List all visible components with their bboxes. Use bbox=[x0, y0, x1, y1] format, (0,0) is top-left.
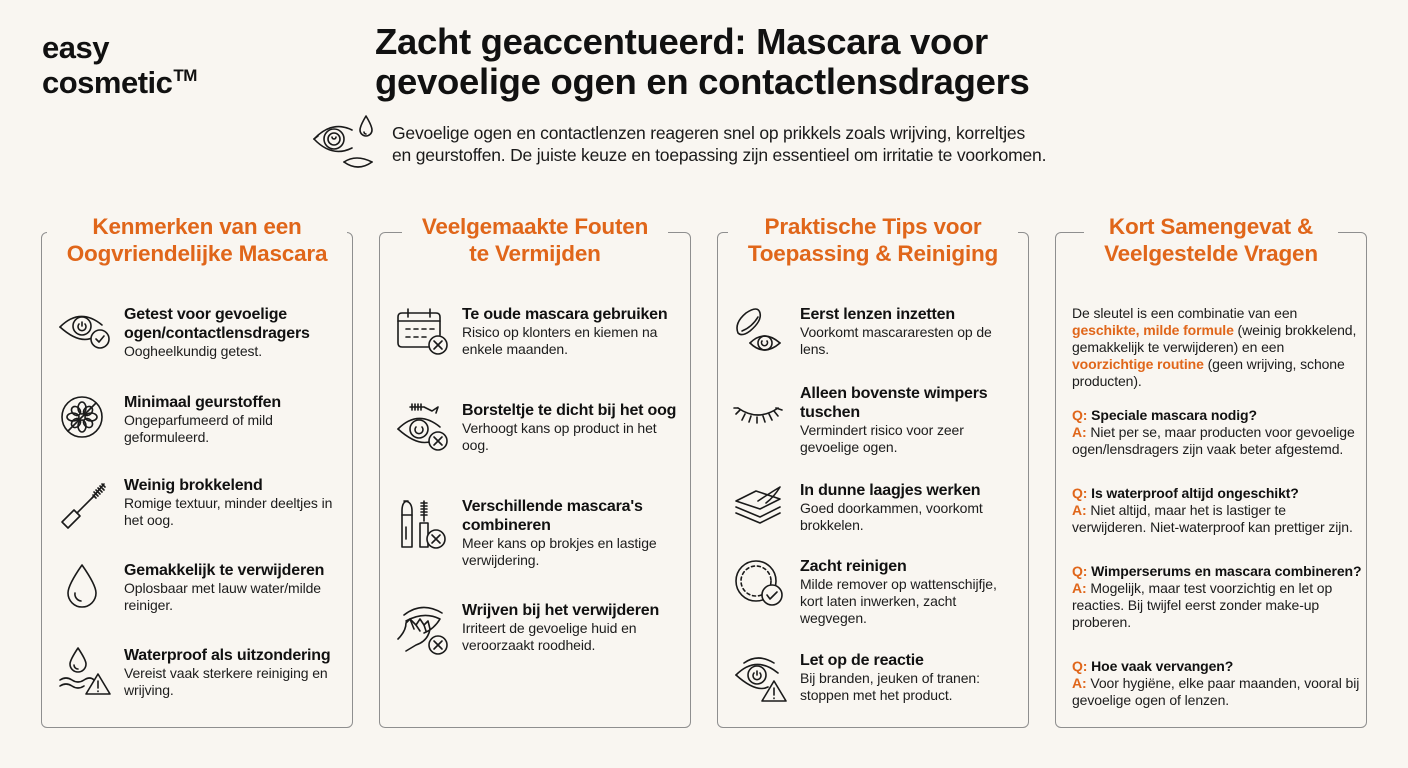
a-label: A: bbox=[1072, 580, 1087, 596]
column-summary-faq bbox=[1055, 214, 1367, 728]
a-label: A: bbox=[1072, 502, 1087, 518]
q-label: Q: bbox=[1072, 485, 1088, 501]
lens-eye-icon bbox=[732, 305, 790, 357]
title-line-1: Zacht geaccentueerd: Mascara voor bbox=[375, 21, 988, 62]
item-title: Weinig brokkelend bbox=[124, 477, 263, 494]
column-heading bbox=[1055, 213, 1367, 267]
faq-item bbox=[1072, 485, 1362, 536]
faq-question: Wimperserums en mascara combineren? bbox=[1091, 563, 1362, 579]
q-label: Q: bbox=[1072, 563, 1088, 579]
item-desc: Goed doorkammen, voorkomt brokkelen. bbox=[800, 500, 983, 533]
heading-line-1: Kenmerken van een bbox=[82, 213, 311, 240]
thin-layers-icon bbox=[732, 481, 790, 529]
faq-item bbox=[1072, 658, 1362, 709]
summary-highlight: geschikte, milde formule bbox=[1072, 322, 1234, 338]
item-title: Te oude mascara gebruiken bbox=[462, 306, 668, 323]
item-desc: Ongeparfumeerd of mild geformuleerd. bbox=[124, 412, 273, 445]
brand-logo bbox=[42, 30, 197, 100]
a-label: A: bbox=[1072, 675, 1087, 691]
calendar-x-icon bbox=[394, 305, 452, 357]
column-heading bbox=[717, 213, 1029, 267]
summary-text bbox=[1072, 305, 1362, 390]
intro-block bbox=[310, 112, 1130, 174]
eye-drop-lens-icon bbox=[310, 112, 380, 174]
item-title: Eerst lenzen inzetten bbox=[800, 306, 955, 323]
summary-part: De sleutel is een combinatie van een bbox=[1072, 305, 1298, 321]
column-heading bbox=[41, 213, 353, 267]
trademark: TM bbox=[173, 66, 197, 85]
item-title: Wrijven bij het verwijderen bbox=[462, 602, 660, 619]
item-title: In dunne laagjes werken bbox=[800, 482, 981, 499]
page-title bbox=[375, 22, 1155, 102]
a-label: A: bbox=[1072, 424, 1087, 440]
faq-question: Hoe vaak vervangen? bbox=[1091, 658, 1234, 674]
column-tips bbox=[717, 214, 1029, 728]
faq-answer: Voor hygiëne, elke paar maanden, vooral bij gevoelige ogen of lenzen. bbox=[1072, 675, 1360, 708]
item-title: Waterproof als uitzondering bbox=[124, 647, 331, 664]
no-fragrance-flower-icon bbox=[56, 393, 114, 441]
column-mistakes bbox=[379, 214, 691, 728]
heading-line-2: Veelgestelde Vragen bbox=[1094, 240, 1328, 267]
heading-line-2: Oogvriendelijke Mascara bbox=[57, 240, 338, 267]
mascara-tubes-x-icon bbox=[394, 497, 452, 553]
faq-answer: Mogelijk, maar test voorzichtig en let op reacties. Bij twijfel eerst zonder make-up proberen. bbox=[1072, 580, 1333, 630]
item-title: Gemakkelijk te verwijderen bbox=[124, 562, 325, 579]
item-desc: Milde remover op wattenschijfje, kort laten inwerken, zacht wegvegen. bbox=[800, 576, 997, 626]
item-title: Borsteltje te dicht bij het oog bbox=[462, 402, 677, 419]
faq-item bbox=[1072, 407, 1362, 458]
closed-eye-lashes-icon bbox=[732, 384, 790, 436]
hand-rubbing-eye-x-icon bbox=[394, 601, 452, 657]
mascara-wand-icon bbox=[56, 476, 114, 532]
logo-line-1: easy bbox=[42, 30, 109, 65]
water-drop-icon bbox=[56, 561, 114, 613]
item-desc: Oogheelkundig getest. bbox=[124, 343, 263, 359]
eye-check-icon bbox=[56, 305, 114, 353]
column-features bbox=[41, 214, 353, 728]
logo-line-2: cosmetic bbox=[42, 65, 173, 100]
heading-line-1: Veelgemaakte Fouten bbox=[412, 213, 658, 240]
faq-question: Speciale mascara nodig? bbox=[1091, 407, 1257, 423]
item-title: Minimaal geurstoffen bbox=[124, 394, 281, 411]
heading-line-2: te Vermijden bbox=[459, 240, 610, 267]
faq-answer: Niet per se, maar producten voor gevoelige ogen/lensdragers zijn vaak beter afgestemd. bbox=[1072, 424, 1355, 457]
item-title: Verschillende mascara's combineren bbox=[462, 498, 643, 534]
item-desc: Vermindert risico voor zeer gevoelige ogen. bbox=[800, 422, 964, 455]
item-desc: Bij branden, jeuken of tranen: stoppen met het product. bbox=[800, 670, 980, 703]
summary-highlight: voorzichtige routine bbox=[1072, 356, 1204, 372]
heading-line-1: Praktische Tips voor bbox=[755, 213, 992, 240]
item-desc: Risico op klonters en kiemen na enkele maanden. bbox=[462, 324, 658, 357]
summary-part: (weinig brokkelend, gemakkelijk te verwijderen) en een bbox=[1072, 322, 1357, 355]
q-label: Q: bbox=[1072, 658, 1088, 674]
item-desc: Vereist vaak sterkere reiniging en wrijving. bbox=[124, 665, 328, 698]
waterproof-warning-icon bbox=[56, 646, 114, 698]
item-desc: Meer kans op brokjes en lastige verwijdering. bbox=[462, 535, 657, 568]
summary-part: (geen wrijving, schone producten). bbox=[1072, 356, 1345, 389]
intro-line-1: Gevoelige ogen en contactlenzen reageren snel op prikkels zoals wrijving, korreltjes bbox=[392, 123, 1025, 143]
intro-line-2: en geurstoffen. De juiste keuze en toepassing zijn essentieel om irritatie te voorkomen. bbox=[392, 145, 1047, 165]
eye-warning-icon bbox=[732, 651, 790, 703]
item-desc: Oplosbaar met lauw water/milde reiniger. bbox=[124, 580, 321, 613]
heading-line-1: Kort Samengevat & bbox=[1099, 213, 1323, 240]
item-desc: Irriteert de gevoelige huid en veroorzaakt roodheid. bbox=[462, 620, 637, 653]
faq-question: Is waterproof altijd ongeschikt? bbox=[1091, 485, 1299, 501]
item-desc: Voorkomt mascararesten op de lens. bbox=[800, 324, 992, 357]
column-heading bbox=[379, 213, 691, 267]
heading-line-2: Toepassing & Reiniging bbox=[738, 240, 1008, 267]
faq-answer: Niet altijd, maar het is lastiger te verwijderen. Niet-waterproof kan prettiger zijn. bbox=[1072, 502, 1353, 535]
faq-item bbox=[1072, 563, 1362, 631]
cotton-pad-check-icon bbox=[732, 557, 790, 609]
item-title: Zacht reinigen bbox=[800, 558, 907, 575]
title-line-2: gevoelige ogen en contactlensdragers bbox=[375, 61, 1030, 102]
item-title: Let op de reactie bbox=[800, 652, 924, 669]
item-desc: Romige textuur, minder deeltjes in het oog. bbox=[124, 495, 333, 528]
eye-brush-x-icon bbox=[394, 401, 452, 453]
item-title: Alleen bovenste wimpers tuschen bbox=[800, 385, 988, 421]
item-title: Getest voor gevoelige ogen/contactlensdragers bbox=[124, 306, 310, 342]
q-label: Q: bbox=[1072, 407, 1088, 423]
item-desc: Verhoogt kans op product in het oog. bbox=[462, 420, 657, 453]
